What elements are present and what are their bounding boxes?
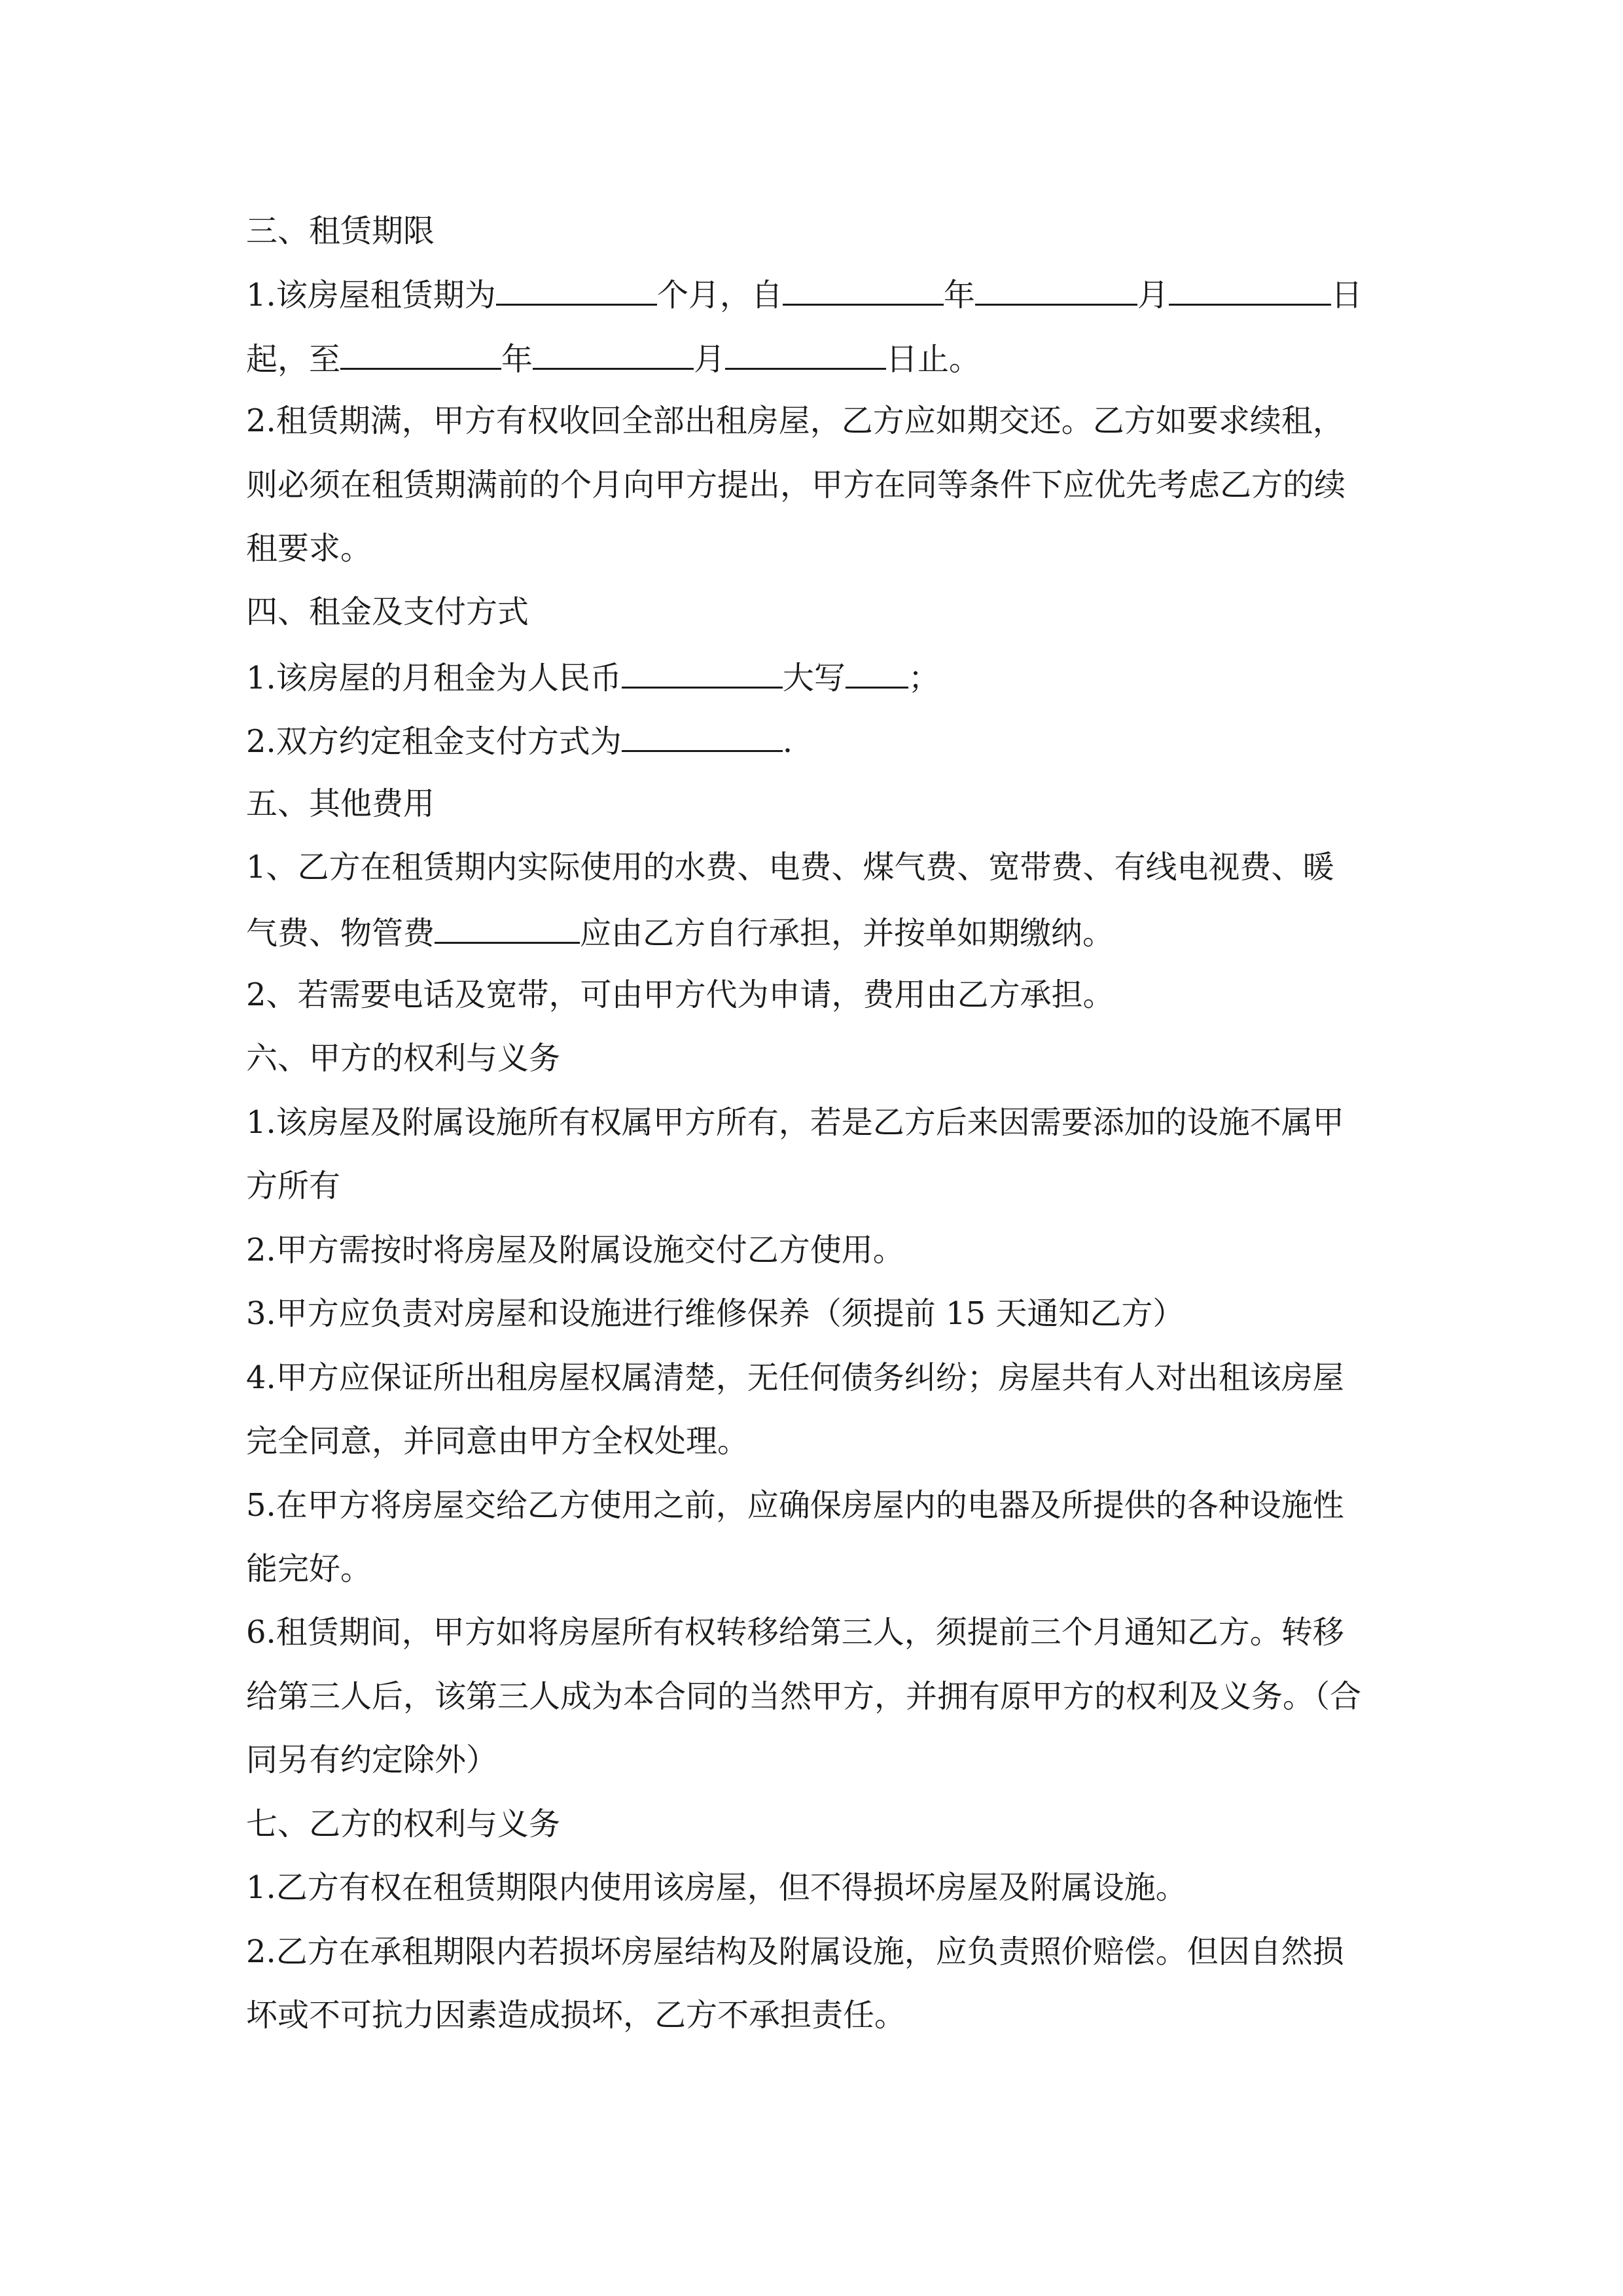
- text: 个月，自: [656, 277, 783, 314]
- section-heading-6: 六、甲方的权利与义务: [246, 1040, 561, 1077]
- clause-5-1-line-1: 1、乙方在租赁期内实际使用的水费、电费、煤气费、宽带费、有线电视费、暖: [246, 849, 1334, 886]
- fill-blank-start-day[interactable]: [1169, 274, 1331, 306]
- clause-6-1-line-2: 方所有: [246, 1168, 341, 1204]
- clause-3-2-line-1: 2.租赁期满，甲方有权收回全部出租房屋，乙方应如期交还。乙方如要求续租，: [246, 403, 1344, 439]
- fill-blank-end-day[interactable]: [725, 338, 886, 370]
- clause-4-1: [246, 656, 1398, 698]
- clause-3-2-line-3: 租要求。: [246, 530, 372, 567]
- clause-7-2-line-1: 2.乙方在承租期限内若损坏房屋结构及附属设施，应负责照价赔偿。但因自然损: [246, 1933, 1344, 1970]
- clause-4-2: [246, 720, 1398, 761]
- section-heading-3: 三、租赁期限: [246, 213, 435, 249]
- clause-6-1-line-1: 1.该房屋及附属设施所有权属甲方所有，若是乙方后来因需要添加的设施不属甲: [246, 1104, 1344, 1141]
- section-heading-7: 七、乙方的权利与义务: [246, 1806, 561, 1842]
- text: 大写: [782, 660, 846, 696]
- clause-6-6-line-1: 6.租赁期间，甲方如将房屋所有权转移给第三人，须提前三个月通知乙方。转移: [246, 1614, 1344, 1651]
- text: 年: [943, 277, 975, 314]
- text: 2.双方约定租金支付方式为: [246, 723, 622, 760]
- clause-3-1-line-1: [246, 274, 1398, 315]
- clause-6-4-line-2: 完全同意，并同意由甲方全权处理。: [246, 1423, 749, 1460]
- text: 月: [694, 341, 726, 378]
- fill-blank-end-year[interactable]: [340, 338, 501, 370]
- clause-3-2-line-2: 则必须在租赁期满前的个月向甲方提出，甲方在同等条件下应优先考虑乙方的续: [246, 467, 1346, 503]
- clause-5-2: 2、若需要电话及宽带，可由甲方代为申请，费用由乙方承担。: [246, 977, 1115, 1013]
- fill-blank-end-month[interactable]: [533, 338, 694, 370]
- text: 1.该房屋的月租金为人民币: [246, 660, 622, 696]
- section-heading-4: 四、租金及支付方式: [246, 594, 529, 630]
- clause-6-6-line-3: 同另有约定除外）: [246, 1742, 498, 1778]
- clause-6-5-line-2: 能完好。: [246, 1551, 372, 1587]
- clause-7-1: 1.乙方有权在租赁期限内使用该房屋，但不得损坏房屋及附属设施。: [246, 1869, 1187, 1906]
- fill-blank-months[interactable]: [496, 274, 657, 306]
- text: 应由乙方自行承担，并按单如期缴纳。: [580, 915, 1115, 952]
- fill-blank-start-month[interactable]: [975, 274, 1137, 306]
- fill-blank-rent-amount[interactable]: [622, 656, 783, 689]
- clause-6-6-line-2: 给第三人后，该第三人成为本合同的当然甲方，并拥有原甲方的权利及义务。（合: [246, 1678, 1362, 1715]
- text: 年: [501, 341, 533, 378]
- text: .: [782, 723, 793, 760]
- section-heading-5: 五、其他费用: [246, 785, 435, 822]
- fill-blank-start-year[interactable]: [783, 274, 944, 306]
- clause-6-3: 3.甲方应负责对房屋和设施进行维修保养（须提前 15 天通知乙方）: [246, 1295, 1185, 1332]
- clause-6-4-line-1: 4.甲方应保证所出租房屋权属清楚，无任何债务纠纷；房屋共有人对出租该房屋: [246, 1359, 1344, 1396]
- text: 月: [1137, 277, 1169, 314]
- fill-blank-rent-uppercase[interactable]: [846, 656, 908, 689]
- clause-5-1-line-2: [246, 912, 1398, 953]
- clause-3-1-line-2: [246, 338, 1398, 379]
- text: 日: [1330, 277, 1363, 314]
- clause-6-2: 2.甲方需按时将房屋及附属设施交付乙方使用。: [246, 1232, 904, 1268]
- fill-blank-payment-method[interactable]: [622, 720, 783, 752]
- text: 气费、物管费: [246, 915, 435, 952]
- clause-6-5-line-1: 5.在甲方将房屋交给乙方使用之前，应确保房屋内的电器及所提供的各种设施性: [246, 1487, 1344, 1524]
- clause-7-2-line-2: 坏或不可抗力因素造成损坏，乙方不承担责任。: [246, 1997, 906, 2034]
- text: ；: [908, 660, 940, 696]
- fill-blank-other-fees[interactable]: [435, 912, 580, 944]
- text: 起，至: [246, 341, 341, 378]
- text: 日止。: [886, 341, 981, 378]
- text: 1.该房屋租赁期为: [246, 277, 496, 314]
